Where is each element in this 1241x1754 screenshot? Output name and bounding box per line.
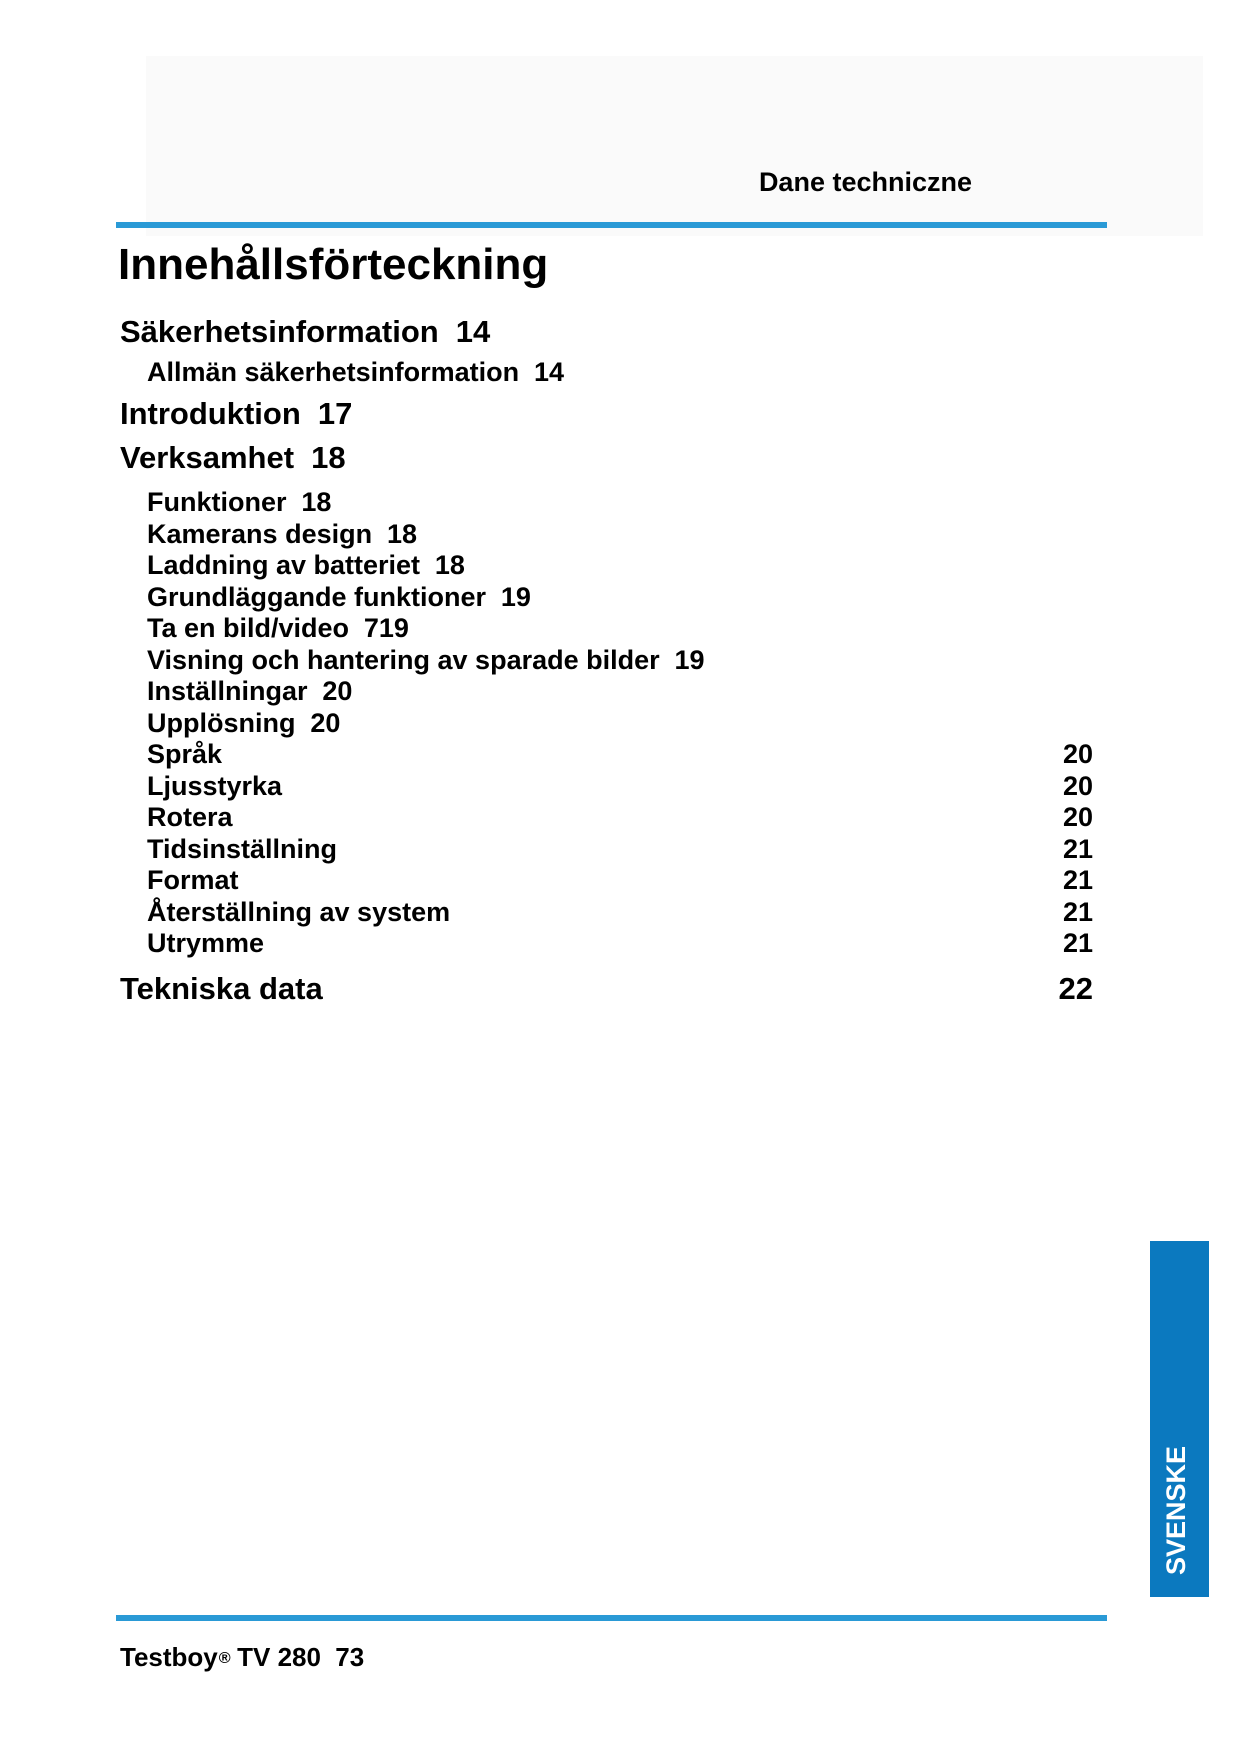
page-footer [120, 1640, 364, 1674]
toc-entry-page: 21 [1062, 897, 1093, 927]
language-tab-label: SVENSKE [1160, 1445, 1191, 1575]
toc-entry-title: Återställning av system [147, 897, 451, 927]
toc-entry-page: 22 [1058, 971, 1093, 1006]
toc-entry-visning-och-hantering [147, 644, 705, 676]
toc-entry-rotera [147, 801, 1093, 833]
toc-entry-title: Verksamhet [120, 440, 295, 475]
toc-entry-title: Ta en bild/video [147, 613, 350, 643]
toc-entry-page: 21 [1062, 928, 1093, 958]
toc-entry-page: 20 [1062, 802, 1093, 832]
toc-entry-title: Visning och hantering av sparade bilder [147, 645, 660, 675]
toc-entry-title: Funktioner [147, 487, 287, 517]
toc-entry-page: 18 [301, 487, 332, 517]
toc-entry-sprak [147, 738, 1093, 770]
toc-entry-title: Upplösning [147, 708, 296, 738]
toc-entry-page: 21 [1062, 834, 1093, 864]
toc-entry-title: Ljusstyrka [147, 771, 283, 801]
page-title: Innehållsförteckning [118, 240, 549, 289]
toc-entry-ta-en-bild-video [147, 612, 409, 644]
toc-entry-page: 19 [500, 582, 531, 612]
footer-brand: Testboy [120, 1642, 218, 1672]
toc-entry-introduktion [120, 394, 352, 434]
toc-entry-title: Allmän säkerhetsinformation [147, 357, 520, 387]
toc-entry-upplosning [147, 707, 340, 739]
toc-entry-tidsinstallning [147, 833, 1093, 865]
toc-entry-tekniska-data [120, 969, 1093, 1009]
page-number: 73 [335, 1642, 365, 1672]
toc-entry-page: 20 [322, 676, 353, 706]
toc-entry-title: Utrymme [147, 928, 265, 958]
top-divider [116, 222, 1107, 228]
toc-entry-page: 14 [455, 314, 491, 349]
toc-entry-sakerhetsinformation [120, 312, 490, 352]
toc-entry-funktioner [147, 486, 331, 518]
toc-entry-ljusstyrka [147, 770, 1093, 802]
toc-entry-grundlaggande-funktioner [147, 581, 531, 613]
toc-entry-page: 20 [1062, 739, 1093, 769]
toc-entry-title: Kamerans design [147, 519, 373, 549]
toc-entry-page: 17 [317, 396, 353, 431]
toc-entry-title: Inställningar [147, 676, 308, 706]
toc-entry-page: 14 [533, 357, 564, 387]
toc-entry-title: Säkerhetsinformation [120, 314, 439, 349]
registered-mark: ® [218, 1648, 231, 1667]
toc-entry-title: Tekniska data [120, 971, 323, 1006]
footer-model: TV 280 [237, 1642, 321, 1672]
language-tab [1150, 1241, 1209, 1597]
toc-entry-title: Introduktion [120, 396, 301, 431]
toc-entry-laddning-av-batteriet [147, 549, 465, 581]
toc-entry-page: 18 [386, 519, 417, 549]
toc-entry-title: Format [147, 865, 239, 895]
toc-entry-title: Laddning av batteriet [147, 550, 421, 580]
toc-entry-format [147, 864, 1093, 896]
toc-entry-title: Rotera [147, 802, 233, 832]
toc-entry-title: Tidsinställning [147, 834, 338, 864]
toc-entry-page: 20 [1062, 771, 1093, 801]
toc-entry-allman-sakerhetsinformation [147, 356, 564, 388]
toc-entry-verksamhet [120, 438, 346, 478]
toc-entry-page: 21 [1062, 865, 1093, 895]
toc-entry-kamerans-design [147, 518, 417, 550]
toc-entry-installningar [147, 675, 352, 707]
toc-entry-page: 18 [311, 440, 346, 475]
toc-entry-aterstallning-av-system [147, 896, 1093, 928]
toc-entry-page: 18 [434, 550, 465, 580]
toc-entry-title: Grundläggande funktioner [147, 582, 487, 612]
toc-entry-page: 719 [363, 613, 409, 643]
running-header: Dane techniczne [758, 167, 972, 197]
toc-entry-page: 20 [310, 708, 341, 738]
toc-entry-utrymme [147, 927, 1093, 959]
bottom-divider [116, 1615, 1107, 1621]
toc-entry-title: Språk [147, 739, 223, 769]
toc-entry-page: 19 [674, 645, 705, 675]
header-shade [146, 56, 1203, 236]
